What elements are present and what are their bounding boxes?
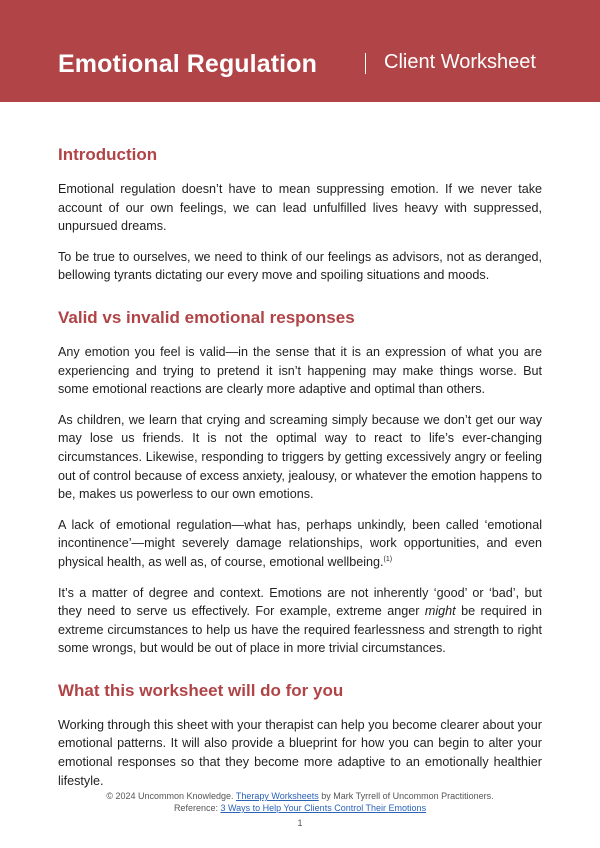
valid-paragraph-4-b: be required in extreme circumstances to help us have the required fearlessness and strength to right some wrongs, but would be out of place in more trivial circumstances. bbox=[58, 604, 542, 656]
valid-paragraph-4 bbox=[58, 584, 542, 658]
footer-copyright-line bbox=[0, 790, 600, 802]
page-title: Emotional Regulation bbox=[58, 50, 317, 78]
section-heading-worksheet: What this worksheet will do for you bbox=[58, 680, 344, 700]
reference-article-link[interactable]: 3 Ways to Help Your Clients Control Their Emotions bbox=[220, 803, 427, 813]
footer-reference-line bbox=[0, 802, 600, 814]
intro-paragraph-2: To be true to ourselves, we need to think of our feelings as advisors, not as deranged, bellowing tyrants dictating our every move and spoiling situations and moods. bbox=[58, 249, 542, 283]
footnote-reference: (1) bbox=[383, 555, 393, 563]
page-number: 1 bbox=[297, 818, 303, 828]
section-heading-introduction: Introduction bbox=[58, 145, 158, 164]
therapy-worksheets-link[interactable]: Therapy Worksheets bbox=[235, 791, 319, 801]
worksheet-paragraph-1: Working through this sheet with your therapist can help you become clearer about your emotional patterns. It will also provide a blueprint for how you can begin to alter your emotional responses so that they become more adaptive to an emotionally healthier lifestyle. bbox=[58, 717, 542, 788]
valid-paragraph-4-a: It’s a matter of degree and context. Emotions are not inherently ‘good’ or ‘bad’, but they need to serve us effectively. For example, extreme anger bbox=[58, 585, 542, 619]
emphasis-might: might bbox=[424, 604, 456, 619]
page-subtitle: Client Worksheet bbox=[384, 51, 536, 73]
valid-paragraph-3-text: A lack of emotional regulation—what has, perhaps unkindly, been called ‘emotional incontinence’—might severely damage relationships, work opportunities, and even physical health, as well as, of course, emotional wellbeing. bbox=[58, 517, 542, 569]
valid-paragraph-2: As children, we learn that crying and screaming simply because we don’t get our way may lose us friends. It is not the optimal way to react to life’s ever-changing circumstances. Likewise, responding to triggers by getting excessively angry or feeling out of control because of excess anxiety, jealousy, or whatever the emotion happens to be, makes us powerless to our own emotions. bbox=[58, 412, 542, 502]
valid-paragraph-3 bbox=[58, 516, 542, 572]
header-separator bbox=[365, 53, 366, 74]
document-body bbox=[58, 144, 542, 802]
section-heading-valid-invalid: Valid vs invalid emotional responses bbox=[58, 307, 355, 327]
intro-paragraph-1: Emotional regulation doesn’t have to mean suppressing emotion. If we never take account of our own feelings, we can lead unfulfilled lives heavy with suppressed, unpursued dreams. bbox=[58, 182, 542, 234]
valid-paragraph-1: Any emotion you feel is valid—in the sense that it is an expression of what you are experiencing and trying to pretend it isn’t happening may make things worse. But some emotional reactions are clearly more adaptive and optimal than others. bbox=[58, 344, 542, 397]
footer-reference-label: Reference: bbox=[173, 803, 221, 813]
page-footer bbox=[0, 790, 600, 829]
footer-copyright: © 2024 Uncommon Knowledge. bbox=[106, 791, 236, 801]
header-banner bbox=[0, 0, 600, 102]
footer-author: by Mark Tyrrell of Uncommon Practitioners. bbox=[318, 791, 494, 801]
